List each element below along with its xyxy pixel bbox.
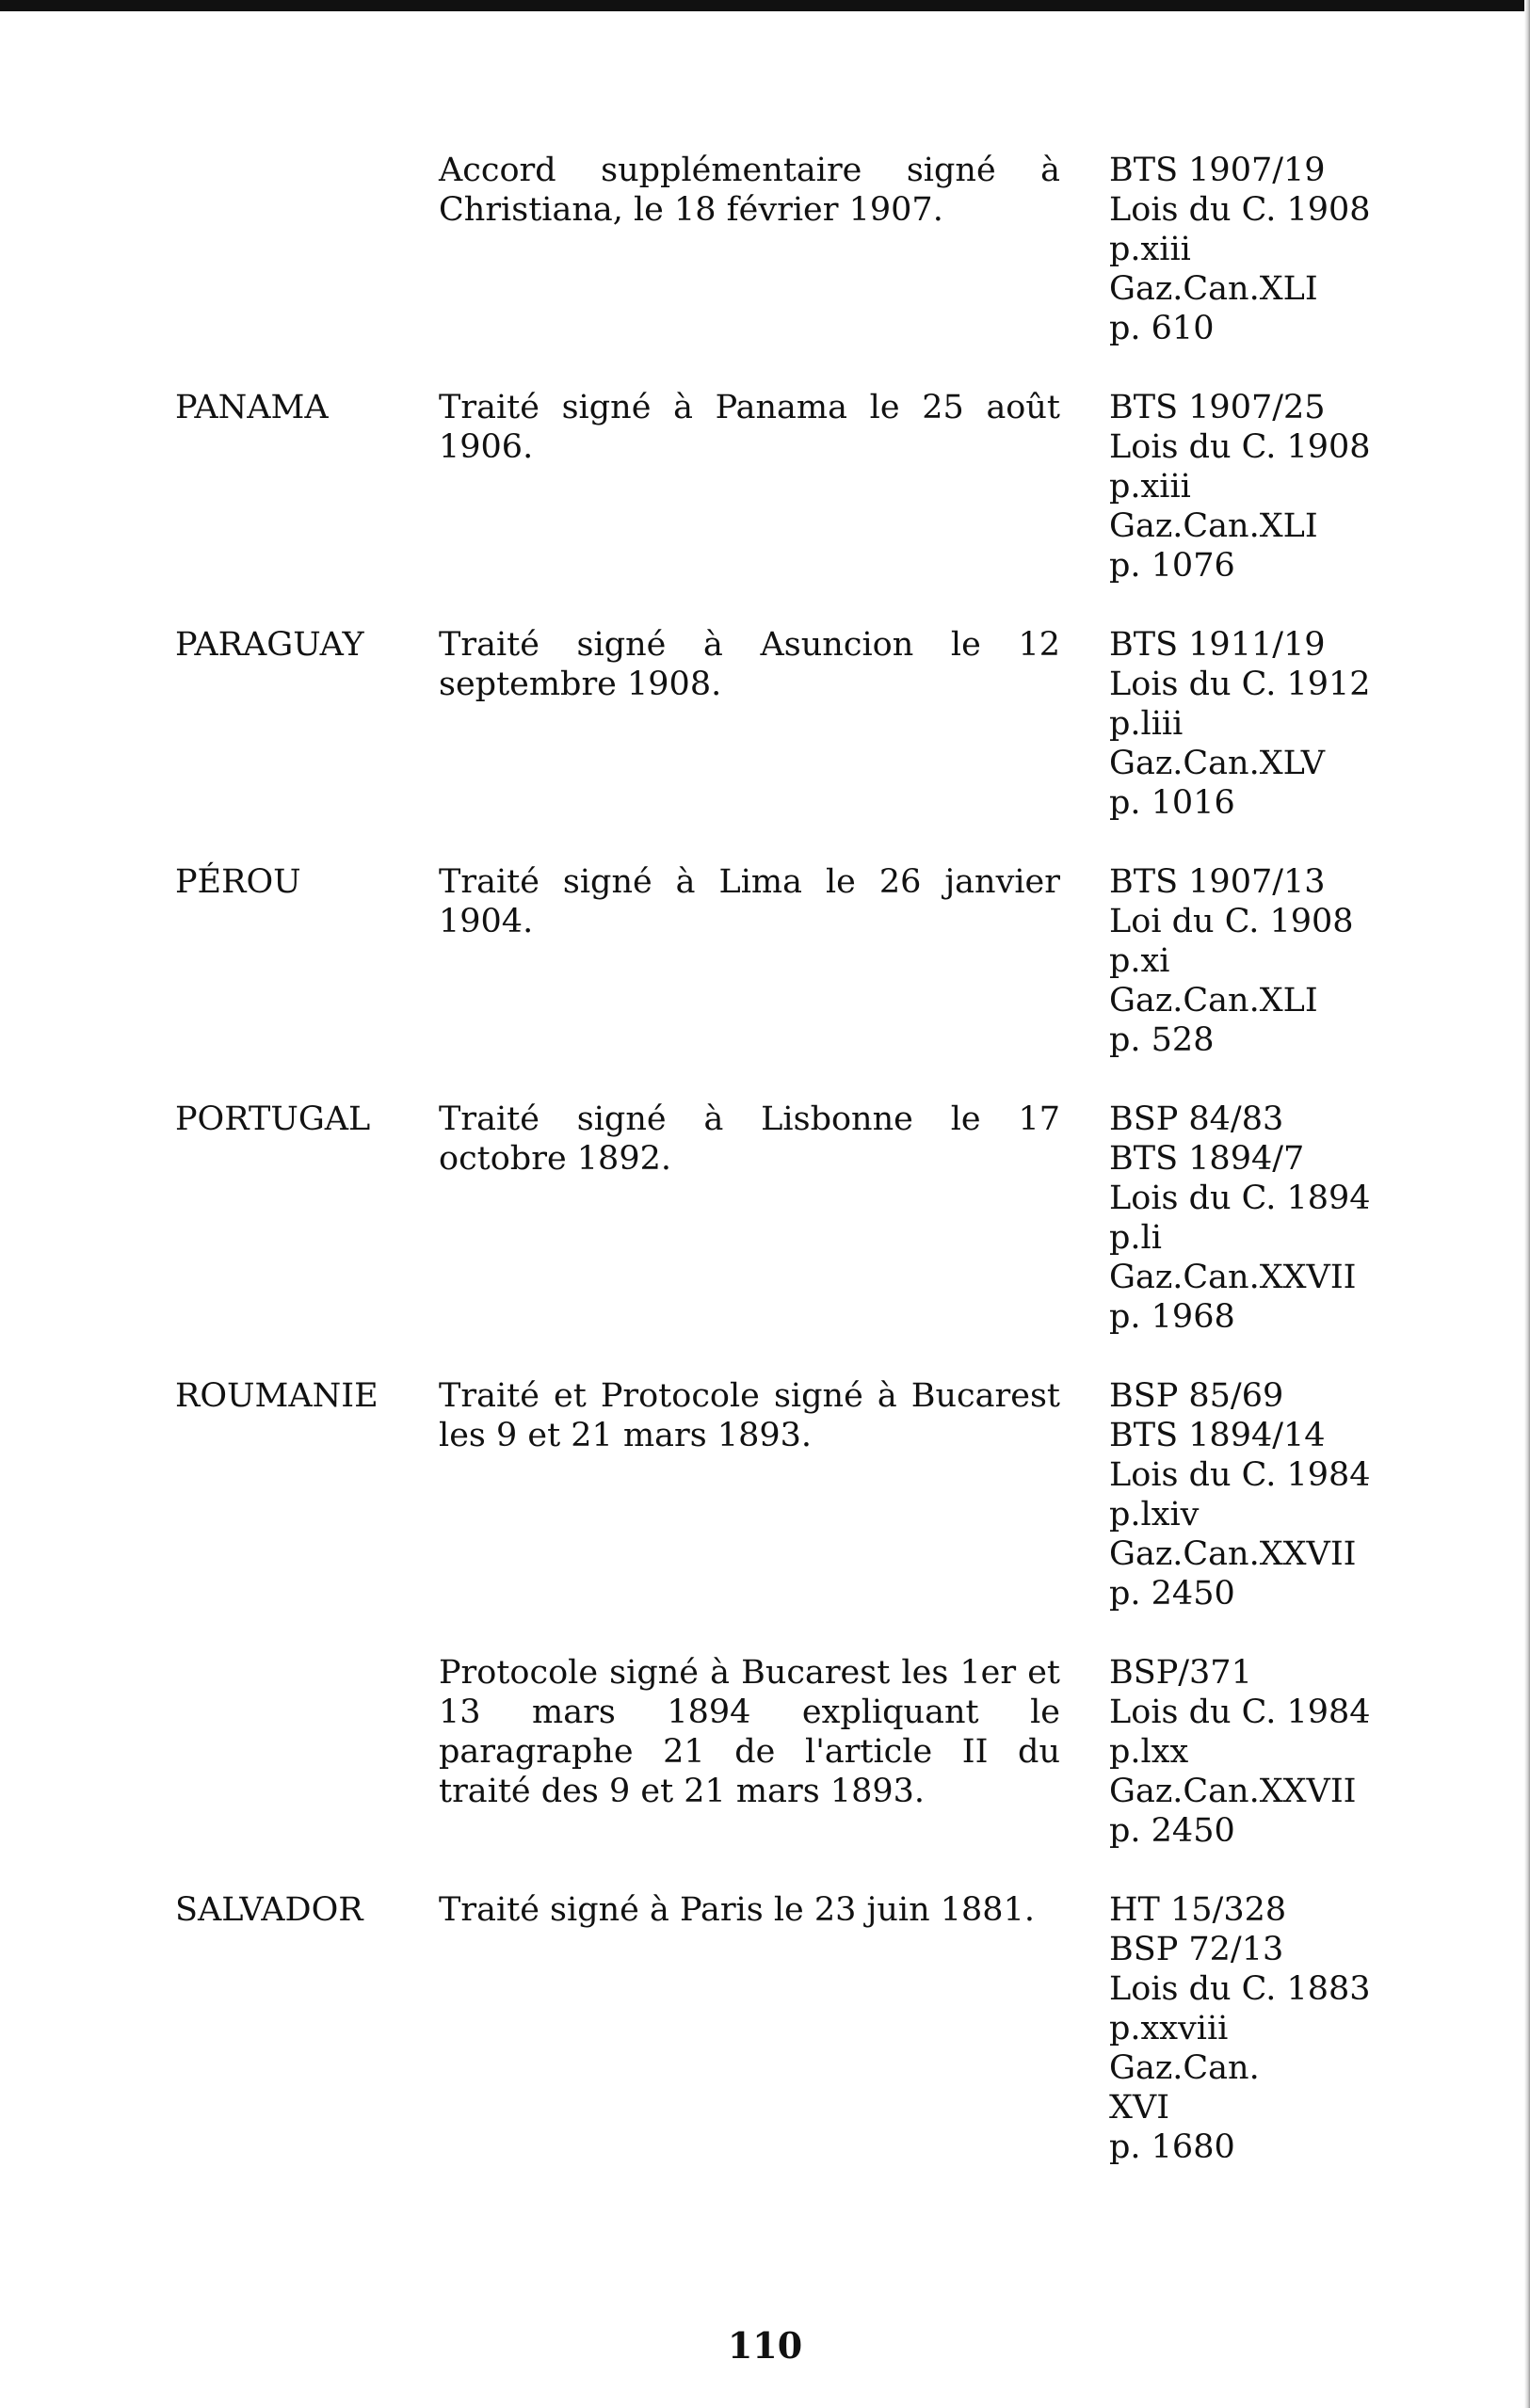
reference-line: Lois du C. 1908 [1109,428,1371,466]
reference-list [1109,151,1420,348]
treaty-entry [0,862,1530,1060]
country-name: SALVADOR [175,1891,363,1929]
reference-line: p. 1016 [1109,784,1235,822]
treaty-description [439,1890,1060,1930]
reference-line: BSP 72/13 [1109,1931,1284,1968]
reference-line: XVI [1109,2089,1170,2127]
reference-line: Gaz.Can.XXVII [1109,1259,1357,1296]
reference-list [1109,862,1420,1060]
treaty-description [439,1100,1060,1179]
reference-line: Gaz.Can.XXVII [1109,1535,1357,1573]
treaty-text: Traité signé à Lisbonne le 17 octobre 1892. [439,1100,1060,1178]
treaty-entry [0,1376,1530,1613]
reference-line: Lois du C. 1894 [1109,1180,1371,1217]
treaty-entry [0,1100,1530,1337]
reference-line: Gaz.Can.XLV [1109,745,1325,782]
country-name: PÉROU [175,863,301,901]
reference-line: Gaz.Can. [1109,2049,1260,2087]
treaty-description [439,1653,1060,1811]
reference-line: Gaz.Can.XLI [1109,270,1318,308]
reference-line: Loi du C. 1908 [1109,903,1354,940]
reference-line: p. 1680 [1109,2128,1235,2166]
reference-line: BTS 1894/14 [1109,1417,1326,1454]
reference-line: BTS 1911/19 [1109,626,1326,664]
treaty-description [439,1376,1060,1455]
reference-line: Lois du C. 1883 [1109,1970,1371,2008]
reference-line: p. 2450 [1109,1575,1235,1613]
country-name: ROUMANIE [175,1377,378,1415]
treaty-text: Accord supplémentaire signé à Christiana, le 18 février 1907. [439,152,1060,229]
treaty-description [439,625,1060,704]
reference-line: Lois du C. 1984 [1109,1694,1371,1731]
treaty-entry [0,388,1530,586]
reference-list [1109,388,1420,586]
treaty-entry [0,625,1530,823]
treaty-list [0,151,1530,2167]
reference-line: p.li [1109,1219,1162,1257]
country-name: PARAGUAY [175,626,364,664]
reference-line: p. 1968 [1109,1298,1235,1336]
page-number: 110 [727,2324,803,2367]
country-name: PORTUGAL [175,1100,371,1138]
treaty-entry [0,151,1530,348]
reference-line: BSP 85/69 [1109,1377,1284,1415]
reference-line: p. 610 [1109,310,1215,347]
reference-line: BTS 1907/13 [1109,863,1326,901]
reference-line: p.liii [1109,705,1184,743]
reference-line: BTS 1907/25 [1109,389,1326,426]
treaty-description [439,388,1060,467]
reference-list [1109,1100,1420,1337]
reference-line: BSP/371 [1109,1654,1252,1692]
reference-line: HT 15/328 [1109,1891,1287,1929]
reference-line: p. 2450 [1109,1812,1235,1850]
reference-line: BTS 1907/19 [1109,152,1326,189]
treaty-text: Traité signé à Lima le 26 janvier 1904. [439,863,1060,940]
reference-line: Lois du C. 1912 [1109,666,1371,703]
reference-line: p.xiii [1109,231,1191,268]
reference-list [1109,625,1420,823]
treaty-entry [0,1653,1530,1851]
treaty-text: Traité et Protocole signé à Bucarest les 9 et 21 mars 1893. [439,1377,1060,1454]
reference-line: p. 1076 [1109,547,1235,585]
treaty-text: Traité signé à Panama le 25 août 1906. [439,389,1060,466]
treaty-text: Traité signé à Paris le 23 juin 1881. [439,1891,1035,1929]
reference-line: Gaz.Can.XLI [1109,507,1318,545]
reference-list [1109,1376,1420,1613]
reference-line: Gaz.Can.XLI [1109,982,1318,1019]
reference-line: p. 528 [1109,1021,1215,1059]
country-name: PANAMA [175,389,329,426]
reference-line: p.xxviii [1109,2010,1229,2047]
reference-line: Lois du C. 1908 [1109,191,1371,229]
reference-line: Gaz.Can.XXVII [1109,1773,1357,1810]
reference-line: BTS 1894/7 [1109,1140,1305,1178]
treaty-description [439,862,1060,941]
reference-line: p.lxiv [1109,1496,1200,1533]
treaty-text: Protocole signé à Bucarest les 1er et 13 mars 1894 expliquant le paragraphe 21 de l'article II du traité des 9 et 21 mars 1893. [439,1654,1060,1810]
treaty-text: Traité signé à Asuncion le 12 septembre 1908. [439,626,1060,703]
treaty-entry [0,1890,1530,2167]
treaty-description [439,151,1060,230]
reference-line: p.xiii [1109,468,1191,506]
reference-line: p.xi [1109,942,1170,980]
reference-line: p.lxx [1109,1733,1189,1771]
reference-list [1109,1890,1420,2167]
reference-line: BSP 84/83 [1109,1100,1284,1138]
reference-list [1109,1653,1420,1851]
top-edge-rule [0,0,1530,11]
reference-line: Lois du C. 1984 [1109,1456,1371,1494]
